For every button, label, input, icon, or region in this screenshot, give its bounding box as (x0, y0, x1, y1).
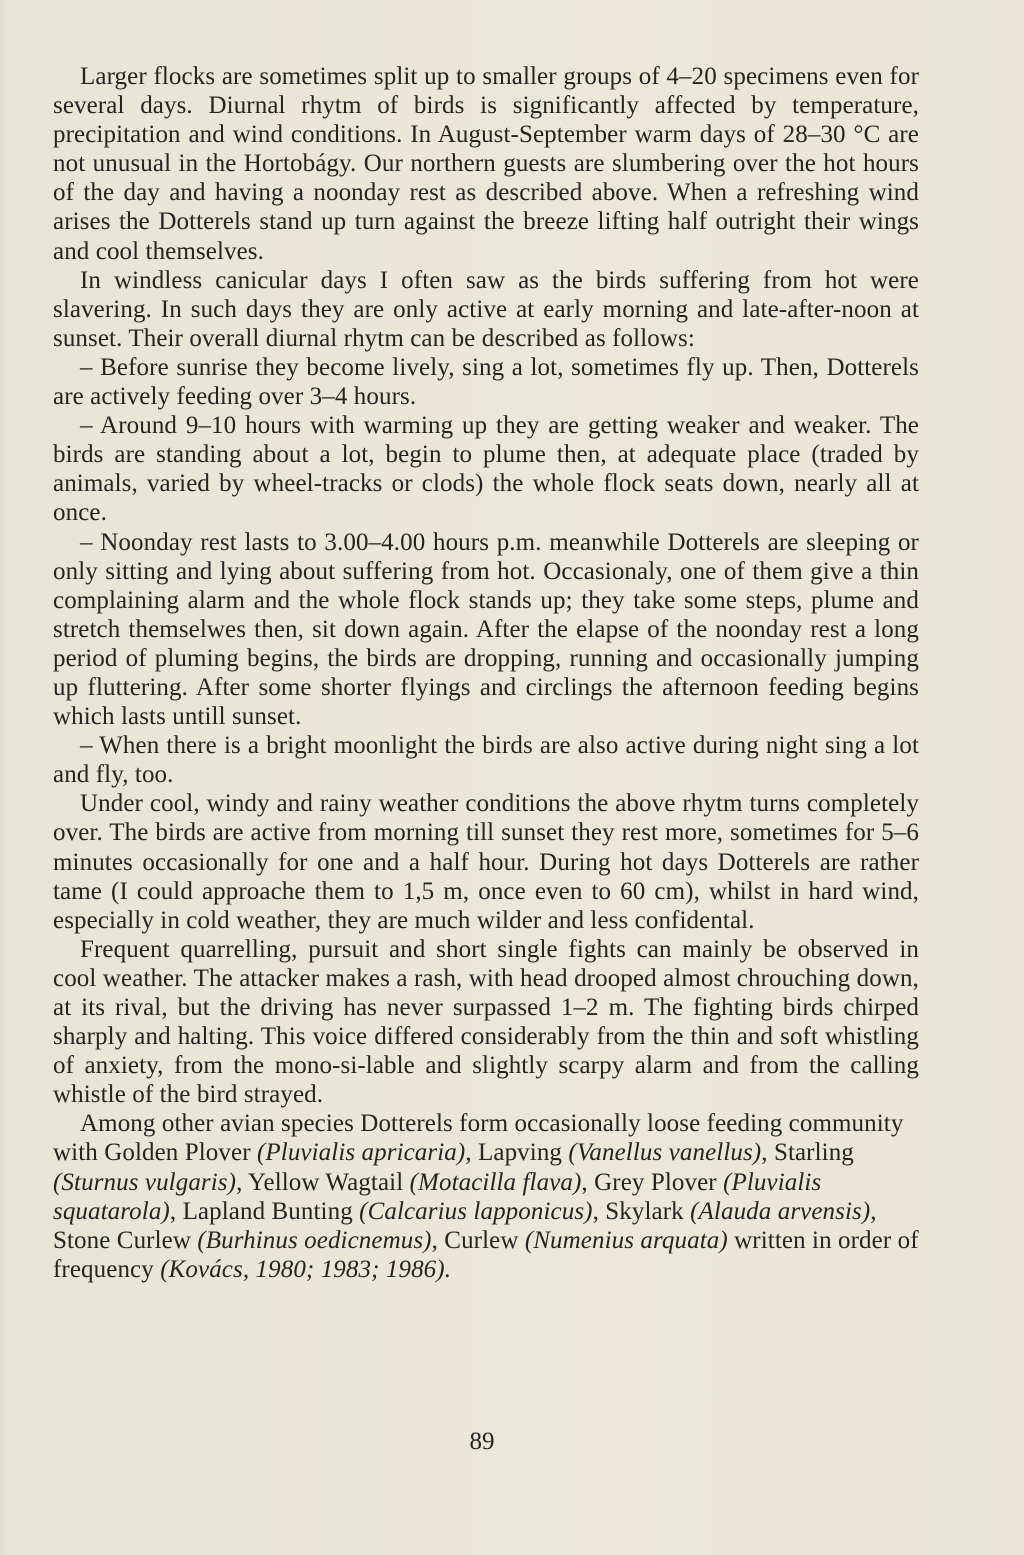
species-2-common: Starling (773, 1139, 854, 1167)
species-5-latin: (Calcarius lapponicus) (359, 1197, 593, 1225)
paragraph-feeding-community (53, 1109, 919, 1284)
species-6-latin: (Alauda arvensis) (690, 1197, 871, 1225)
paragraph-cool-weather: Under cool, windy and rainy weather conditions the above rhytm turns completely over. The birds are active from morning till sunset they rest more, sometimes for 5–6 minutes occasionally for one and a half hour. During hot days Dotterels are rather tame (I could approache them to 1,5 m, once even to 60 cm), whilst in hard wind, especially in cold weather, they are much wilder and less confidental. (53, 790, 919, 934)
page-number: 89 (469, 1428, 495, 1455)
paragraph-before-sunrise: – Before sunrise they become lively, sing a lot, sometimes fly up. Then, Dotterels are actively feeding over 3–4 hours. (53, 353, 919, 411)
species-0-sep: , (465, 1139, 479, 1167)
paragraph-quarrelling: Frequent quarrelling, pursuit and short single fights can mainly be observed in cool weather. The attacker makes a rash, with head drooped almost chrouching down, at its rival, but the driving has never surpassed 1–2 m. The fighting birds chirped sharply and halting. This voice differed considerably from the thin and soft whistling of anxiety, from the mono-si-lable and slightly scarpy alarm and from the calling whistle of the bird strayed. (53, 935, 919, 1109)
species-2-sep: , (236, 1168, 248, 1196)
species-6-common: Skylark (605, 1197, 691, 1225)
species-0-common: Golden Plover (104, 1139, 257, 1167)
paragraph-flocks: Larger flocks are sometimes split up to smaller groups of 4–20 specimens even for several days. Diurnal rhytm of birds is significantly affected by temperature, precipitation and wind conditions. In August-September warm days of 28–30 °C are not unusual in the Hortobágy. Our northern guests are slumbering over the hot hours of the day and having a noonday rest as described above. When a refreshing wind arises the Dotterels stand up turn against the breeze lifting half outright their wings and cool themselves. (53, 63, 919, 265)
species-2-latin: (Sturnus vulgaris) (53, 1168, 237, 1196)
species-8-latin: (Numenius arquata) (524, 1226, 728, 1254)
species-7-common: Stone Curlew (53, 1226, 198, 1254)
species-3-common: Yellow Wagtail (247, 1168, 410, 1196)
species-1-sep: , (761, 1139, 774, 1167)
species-4-sep: , (169, 1197, 183, 1225)
species-5-common: Lapland Bunting (182, 1197, 360, 1225)
paragraph-canicular-days: In windless canicular days I often saw as the birds suffering from hot were slavering. In such days they are only active at early morning and late-after-noon at sunset. Their overall diurnal rhytm can be described as follows: (53, 266, 919, 352)
species-1-common: Lapving (478, 1139, 569, 1167)
species-8-common: Curlew (444, 1226, 525, 1254)
paragraph-moonlight: – When there is a bright moonlight the birds are also active during night sing a lot and fly, too. (53, 732, 919, 789)
feeding-community-intro: Among other avian species Dotterels form occasionally loose feeding community with (53, 1110, 904, 1167)
paragraph-around-9-10: – Around 9–10 hours with warming up they are getting weaker and weaker. The birds are standing about a lot, begin to plume then, at adequate place (traded by animals, varied by wheel-tracks or clods) the whole flock seats down, nearly all at once. (53, 412, 919, 527)
paragraph-noonday-rest: – Noonday rest lasts to 3.00–4.00 hours p.m. meanwhile Dotterels are sleeping or only sitting and lying about suffering from hot. Occasionaly, one of them give a thin complaining alarm and the whole flock stands up; they take some steps, plume and stretch themselwes then, sit down again. After the elapse of the noonday rest a long period of pluming begins, the birds are dropping, running and occasionally jumping up fluttering. After some shorter flyings and circlings the afternoon feeding begins which lasts untill sunset. (53, 528, 919, 731)
species-1-latin: (Vanellus vanellus) (568, 1139, 762, 1167)
species-4-latin: (Pluvialis squatarola) (53, 1168, 822, 1225)
species-6-sep: , (870, 1197, 877, 1225)
species-3-latin: (Motacilla flava) (409, 1168, 582, 1196)
species-5-sep: , (592, 1197, 606, 1225)
species-3-sep: , (581, 1168, 595, 1196)
citation: (Kovács, 1980; 1983; 1986). (160, 1255, 452, 1283)
feeding-community-outro: written in order of frequency (53, 1226, 919, 1283)
species-7-latin: (Burhinus oedicnemus) (197, 1226, 432, 1254)
body-text (53, 62, 919, 1284)
species-0-latin: (Pluvialis apricaria) (256, 1139, 466, 1167)
species-4-common: Grey Plover (594, 1168, 724, 1196)
species-7-sep: , (431, 1226, 445, 1254)
